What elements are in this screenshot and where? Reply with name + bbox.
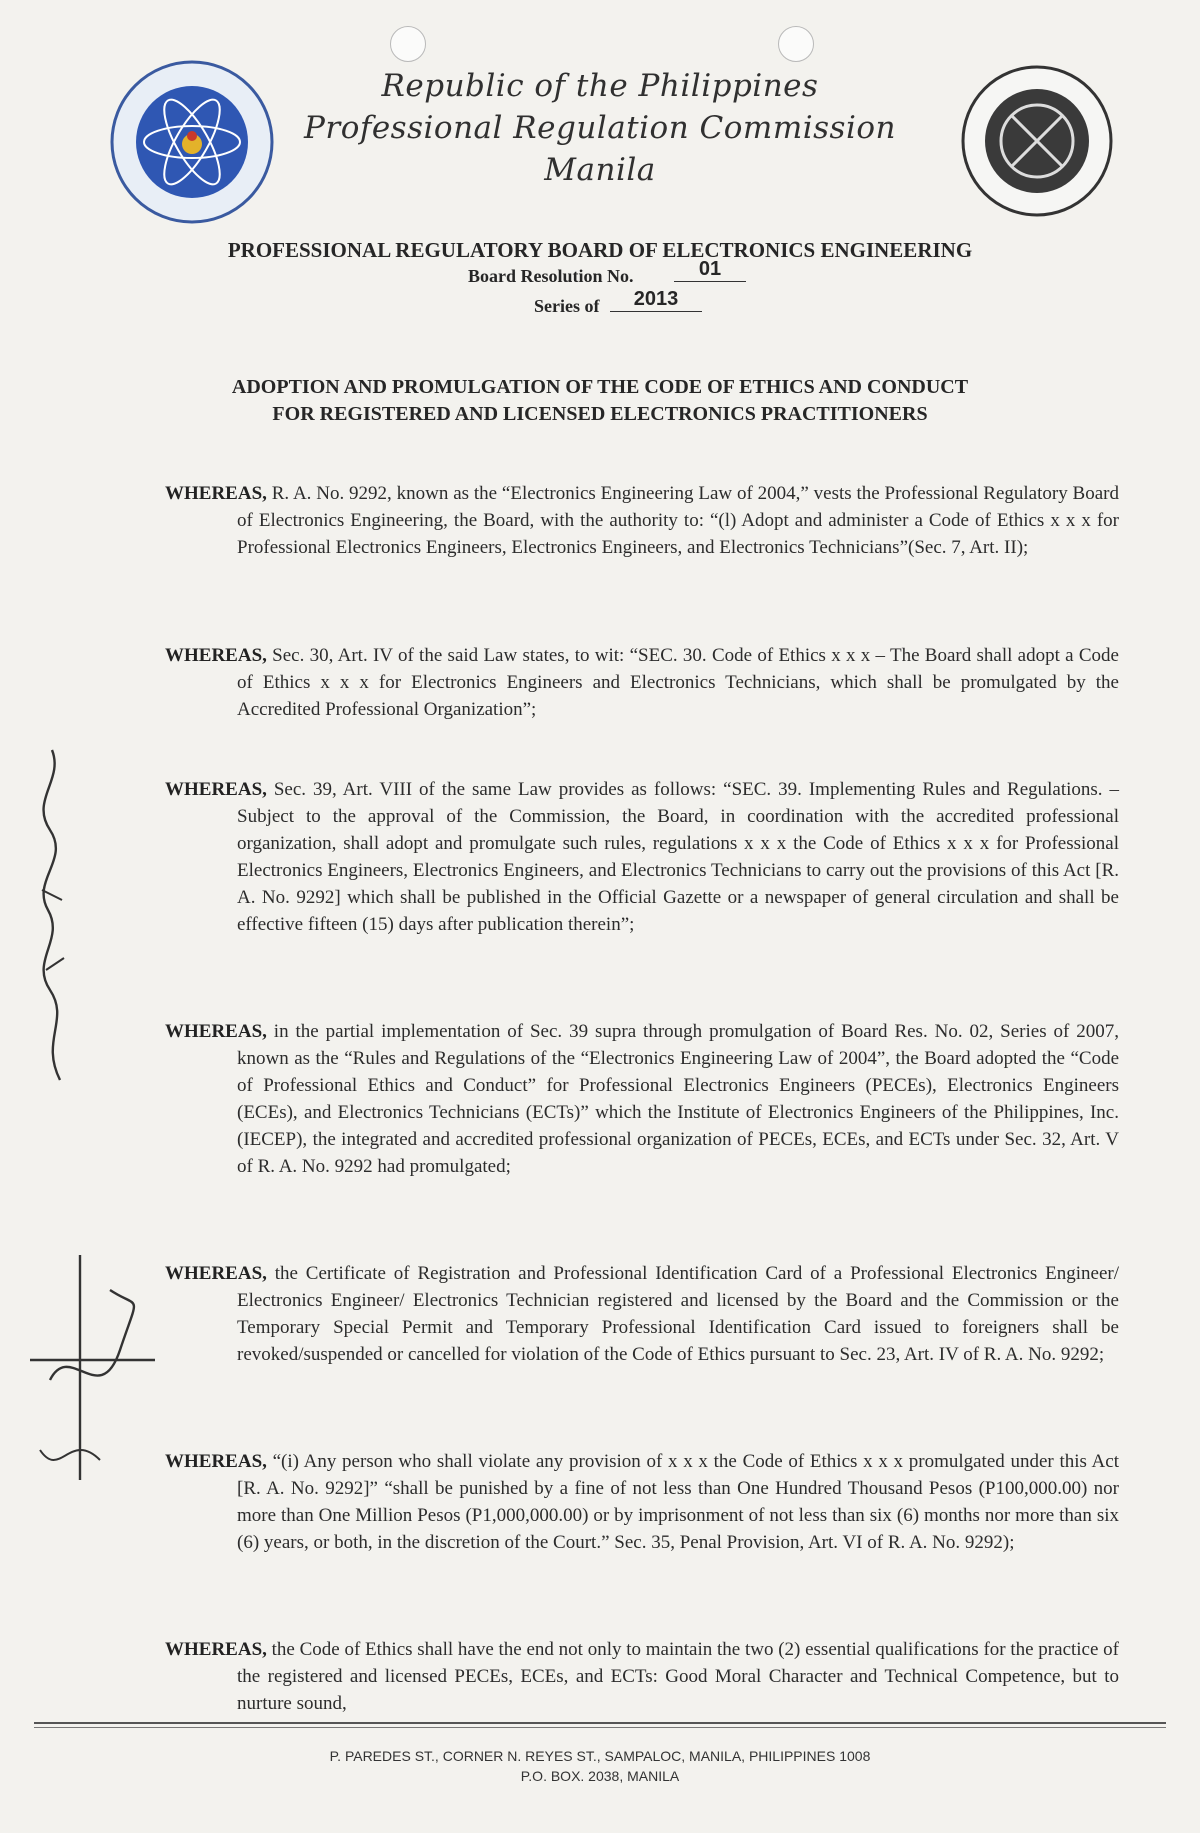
resolution-no-value: 01 (674, 258, 746, 282)
resolution-title-line1: ADOPTION AND PROMULGATION OF THE CODE OF ETHICS AND CONDUCT (231, 376, 969, 398)
board-electronics-seal-icon (960, 64, 1114, 218)
whereas-paragraph-5 (165, 1260, 1119, 1368)
whereas-lead: WHEREAS, (165, 483, 267, 504)
whereas-text: the Certificate of Registration and Professional Identification Card of a Professional Electronics Engineer/ Electronics Engineer/ Electronics Technician registered and licensed by the Board and the Commission or the Temporary Special Permit and Temporary Professional Identification Card issued to foreigners shall be revoked/suspended or cancelled for violation of the Code of Ethics pursuant to Sec. 23, Art. IV of R. A. No. 9292; (237, 1263, 1119, 1365)
header-republic: Republic of the Philippines (381, 68, 819, 104)
whereas-text: in the partial implementation of Sec. 39 supra through promulgation of Board Res. No. 02, Series of 2007, known as the “Rules and Regulations of the “Electronics Engineering Law of 2004”, the Board adopted the “Code of Professional Ethics and Conduct” for Professional Electronics Engineers (PECEs), Electronics Engineers (ECEs), and Electronics Technicians (ECTs)” which the Institute of Electronics Engineers of the Philippines, Inc. (IECEP), the integrated and accredited professional organization of PECEs, ECEs, and ECTs under Sec. 32, Art. V of R. A. No. 9292 had promulgated; (237, 1021, 1119, 1177)
board-title: PROFESSIONAL REGULATORY BOARD OF ELECTRONICS ENGINEERING (227, 238, 973, 262)
resolution-series-label: Series of (534, 296, 600, 316)
footer-pobox: P.O. BOX. 2038, MANILA (520, 1768, 680, 1784)
whereas-text: R. A. No. 9292, known as the “Electronics Engineering Law of 2004,” vests the Professional Regulatory Board of Electronics Engineering, the Board, with the authority to: “(l) Adopt and administer a Code of Ethics x x x for Professional Electronics Engineers, Electronics Engineers, and Electronics Technicians”(Sec. 7, Art. II); (237, 483, 1119, 558)
margin-signature-2-icon (10, 1250, 160, 1500)
resolution-title-line2: FOR REGISTERED AND LICENSED ELECTRONICS PRACTITIONERS (272, 403, 928, 425)
whereas-lead: WHEREAS, (165, 1639, 267, 1660)
whereas-lead: WHEREAS, (165, 1451, 267, 1472)
whereas-lead: WHEREAS, (165, 1263, 267, 1284)
whereas-text: “(i) Any person who shall violate any provision of x x x the Code of Ethics x x x promulgated under this Act [R. A. No. 9292]” “shall be punished by a fine of not less than One Hundred Thousand Pesos (P100,000.00) nor more than One Million Pesos (P1,000,000.00) or by imprisonment of not less than six (6) months nor more than six (6) years, or both, in the discretion of the Court.” Sec. 35, Penal Provision, Art. VI of R. A. No. 9292); (237, 1451, 1119, 1553)
resolution-no-label: Board Resolution No. (468, 266, 634, 286)
whereas-text: Sec. 30, Art. IV of the said Law states, to wit: “SEC. 30. Code of Ethics x x x – The Board shall adopt a Code of Ethics x x x for Electronics Engineers and Electronics Technicians, which shall be promulgated by the Accredited Professional Organization”; (237, 645, 1119, 720)
footer-divider-thin (34, 1727, 1166, 1728)
whereas-lead: WHEREAS, (165, 1021, 267, 1042)
prc-seal-icon (108, 58, 276, 226)
punch-hole-left (390, 26, 426, 62)
whereas-lead: WHEREAS, (165, 645, 267, 666)
punch-hole-right (778, 26, 814, 62)
footer-divider (34, 1722, 1166, 1724)
whereas-paragraph-1 (165, 480, 1119, 561)
header-commission: Professional Regulation Commission (304, 110, 896, 146)
whereas-paragraph-4 (165, 1018, 1119, 1180)
resolution-series-value: 2013 (610, 288, 702, 312)
whereas-lead: WHEREAS, (165, 779, 267, 800)
margin-signature-1-icon (20, 740, 80, 1100)
whereas-text: Sec. 39, Art. VIII of the same Law provides as follows: “SEC. 39. Implementing Rules and Regulations. – Subject to the approval of the Commission, the Board, in coordination with the accredited professional organization, shall adopt and promulgate such rules, regulations x x x the Code of Ethics x x x for Professional Electronics Engineers, Electronics Engineers, and Electronics Technicians to carry out the provisions of this Act [R. A. No. 9292] which shall be published in the Official Gazette or a newspaper of general circulation and shall be effective fifteen (15) days after publication therein”; (237, 779, 1119, 935)
footer-address: P. PAREDES ST., CORNER N. REYES ST., SAMPALOC, MANILA, PHILIPPINES 1008 (329, 1748, 871, 1764)
whereas-paragraph-2 (165, 642, 1119, 723)
whereas-paragraph-6 (165, 1448, 1119, 1556)
header-city: Manila (544, 152, 656, 188)
whereas-paragraph-3 (165, 776, 1119, 938)
whereas-paragraph-7 (165, 1636, 1119, 1717)
whereas-text: the Code of Ethics shall have the end not only to maintain the two (2) essential qualifications for the practice of the registered and licensed PECEs, ECEs, and ECTs: Good Moral Character and Technical Competence, but to nurture sound, (237, 1639, 1120, 1714)
resolution-title (130, 374, 1070, 428)
